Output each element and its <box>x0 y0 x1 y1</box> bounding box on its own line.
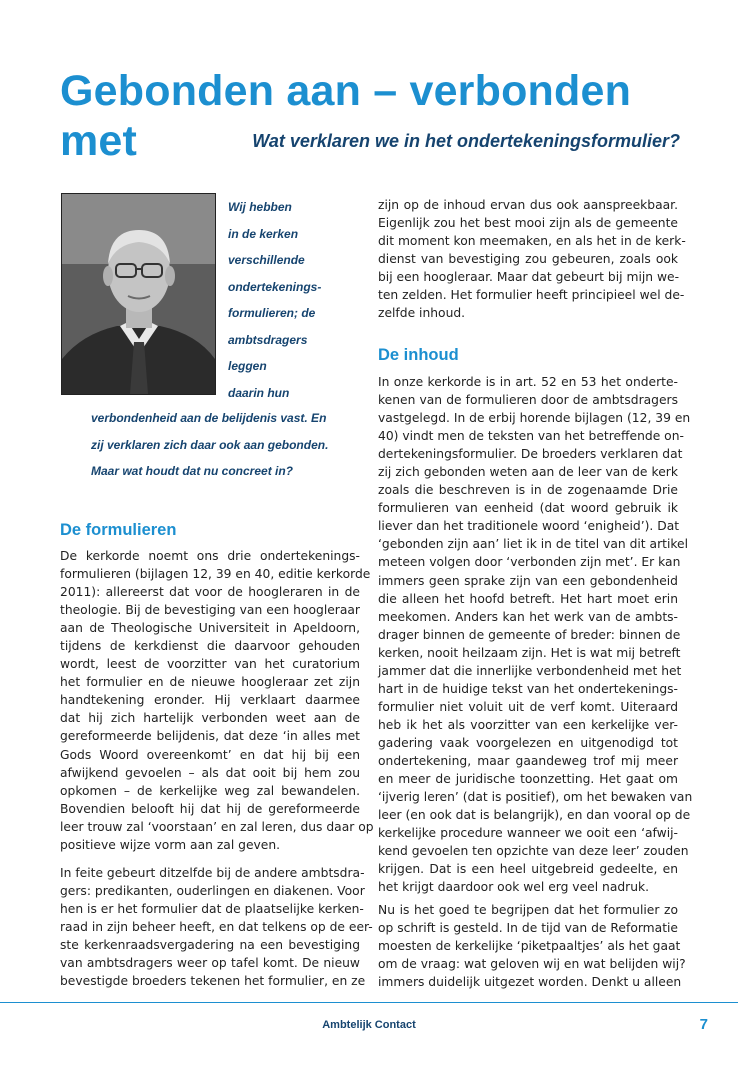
text-line: raad in zijn beheer heeft, en dat telkens op de eer- <box>60 920 373 935</box>
paragraph-formulieren-2 <box>60 864 373 990</box>
paragraph-inhoud-2 <box>378 901 686 991</box>
text-line: zijn op de inhoud ervan dus ook aanspreekbaar. <box>378 198 678 212</box>
footer-divider <box>0 1002 738 1003</box>
intro-line: ambtsdragers <box>228 332 308 347</box>
article-title: Gebonden aan – verbonden met <box>60 67 632 165</box>
text-line: heb ik het als voorzitter van een kerkelijke ver- <box>378 717 678 732</box>
text-line: liever dan het traditionele woord ‘enigheid’). Dat <box>378 519 680 534</box>
intro-line: formulieren; de <box>228 306 316 320</box>
text-line: kerken, nooit heilzaam zijn. Het is wat mij betreft <box>378 645 681 660</box>
text-line: leer trouw zal ‘voorstaan’ en zal leren, dus daar op <box>60 819 374 834</box>
paragraph-continued <box>378 196 686 322</box>
text-line: Gods Woord overeenkomt’ en dat hij bij een <box>60 747 360 762</box>
text-line: formulieren (bijlagen 12, 39 en 40, editie kerkorde <box>60 567 371 582</box>
text-line: bij een hoogleraar. Maar dat gebeurt bij mijn we- <box>378 270 680 285</box>
text-line: jammer dat die innerlijke verbondenheid met het <box>378 663 682 678</box>
text-line: ste kerkenraadsvergadering na een bevestiging <box>60 938 360 953</box>
text-line: dit moment kon meemaken, en als het in de kerk- <box>378 234 686 249</box>
text-line: ‘ijverig leren’ (dat is positief), om het bewaken van <box>378 790 693 805</box>
text-line: die alleen het hoofd betreft. Het hart moet erin <box>378 591 678 606</box>
text-line: dertekeningsformulier. De broeders verklaren dat <box>378 447 683 462</box>
text-line: meekomen. Anders kan het werk van de ambts- <box>378 609 678 624</box>
intro-line: verschillende <box>228 253 305 267</box>
text-line: het krijgt daardoor ook wel erg veel nadruk. <box>378 880 650 895</box>
text-line: gadering vaak voorgelezen en uitgenodigd tot <box>378 735 678 750</box>
text-line: hart in de huidige tekst van het ondertekenings- <box>378 681 678 696</box>
footer-publication: Ambtelijk Contact <box>322 1019 416 1031</box>
text-line: dienst van bevestiging zou gebeuren, zoals ook <box>378 252 678 267</box>
intro-line: in de kerken <box>228 226 299 241</box>
page-number: 7 <box>699 1016 708 1033</box>
text-line: aan de Theologische Universiteit in Apeldoorn, <box>60 621 360 636</box>
text-line: leer (en ook dat is belangrijk), en dan vooral op de <box>378 808 691 823</box>
text-line: immers geen sprake zijn van een gebondenheid <box>378 573 678 588</box>
text-line: Bovendien belooft hij dat hij de gereformeerde <box>60 801 360 816</box>
intro-line: verbondenheid aan de belijdenis vast. En <box>91 411 327 425</box>
text-line: hen is er het formulier dat de plaatselijke kerken- <box>60 902 364 917</box>
text-line: meteen volgen door ‘verbonden zijn met’. Er kan <box>378 555 681 570</box>
text-line: kend gevoelen ten opzichte van deze leer’ zouden <box>378 844 689 859</box>
text-line: ‘gebonden zijn aan’ liet ik in de titel van dit artikel <box>378 537 689 552</box>
intro-line: zij verklaren zich daar ook aan gebonden. <box>91 437 329 452</box>
text-line: wordt, leest de voorzitter van het curatorium <box>60 657 360 672</box>
intro-line: leggen <box>228 359 267 373</box>
intro-wrap-text <box>228 194 348 406</box>
text-line: afwijkend gevoelen – als dat ooit bij hem zou <box>60 765 360 780</box>
text-line: gereformeerde belijdenis, dat deze ‘in alles met <box>60 729 360 744</box>
text-line: ten zelden. Het formulier heeft principieel wel de- <box>378 288 685 303</box>
section-heading-inhoud: De inhoud <box>378 346 459 364</box>
text-line: drager binnen de gemeente of breder: binnen de <box>378 627 681 642</box>
text-line: tijdens de kerkdienst die daarvoor gehouden <box>60 639 360 654</box>
text-line: Eigenlijk zou het best mooi zijn als de gemeente <box>378 216 678 231</box>
text-line: vastgelegd. In de erbij horende bijlagen (12, 39 en <box>378 411 691 426</box>
section-heading-formulieren: De formulieren <box>60 521 177 539</box>
text-line: op schrift is gesteld. In de tijd van de Reformatie <box>378 921 678 936</box>
article-subtitle: Wat verklaren we in het ondertekeningsformulier? <box>252 131 680 151</box>
text-line: en meer de juridische toonzetting. Het gaat om <box>378 772 678 787</box>
text-line: zelfde inhoud. <box>378 306 466 321</box>
paragraph-inhoud-1 <box>378 373 693 896</box>
text-line: kenen van de formulieren door de ambtsdragers <box>378 393 678 408</box>
paragraph-formulieren-1 <box>60 547 374 854</box>
text-line: formulieren van eenheid (dat woord gebruik ik <box>378 501 678 516</box>
text-line: krijgen. Dat is een heel uitgebreid gedeelte, en <box>378 862 678 877</box>
text-line: moesten de kerkelijke ‘piketpaaltjes’ als het gaat <box>378 939 681 954</box>
text-line: In onze kerkorde is in art. 52 en 53 het onderte- <box>378 375 678 389</box>
text-line: het formulier en de nieuwe hoogleraar zet zijn <box>60 675 360 690</box>
text-line: formulier niet voluit uit de verf komt. Uiteraard <box>378 699 678 714</box>
intro-text-continued <box>91 405 351 485</box>
text-line: De kerkorde noemt ons drie ondertekenings- <box>60 549 360 563</box>
intro-line: daarin hun <box>228 385 290 400</box>
text-line: kerkelijke procedure wanneer we ooit een ‘afwij- <box>378 826 678 841</box>
portrait-illustration <box>62 194 215 394</box>
text-line: om de vraag: wat geloven wij en wat belijden wij? <box>378 957 686 972</box>
text-line: 40) vindt men de teksten van het betreffende on- <box>378 429 684 444</box>
author-photo <box>61 193 216 395</box>
text-line: 2011): allereerst dat voor de hoogleraren in de <box>60 585 360 600</box>
text-line: Nu is het goed te begrijpen dat het formulier zo <box>378 903 678 917</box>
text-line: handtekening eronder. Hij verklaart daarmee <box>60 693 360 708</box>
text-line: gers: predikanten, ouderlingen en diakenen. Voor <box>60 884 365 899</box>
text-line: ondertekening, maar gaandeweg trof mij meer <box>378 753 678 768</box>
intro-line: Maar wat houdt dat nu concreet in? <box>91 464 294 478</box>
text-line: zij zich gebonden weten aan de leer van de kerk <box>378 465 678 480</box>
text-line: bevestigde broeders tekenen het formulier, en ze <box>60 974 366 989</box>
intro-line: Wij hebben <box>228 200 292 214</box>
intro-line: ondertekenings- <box>228 279 322 294</box>
text-line: In feite gebeurt ditzelfde bij de andere ambtsdra- <box>60 866 365 880</box>
text-line: immers duidelijk uitgezet worden. Denkt u alleen <box>378 975 682 990</box>
text-line: opkomen – de kerkelijke weg zal bewandelen. <box>60 783 360 798</box>
text-line: dat hij zich hartelijk verbonden weet aan de <box>60 711 360 726</box>
text-line: positieve wijze vorm aan zal geven. <box>60 837 281 852</box>
text-line: van ambtsdragers weer op tafel komt. De nieuw <box>60 956 360 971</box>
text-line: theologie. Bij de bevestiging van een hoogleraar <box>60 603 360 618</box>
text-line: zoals die beschreven is in de zogenaamde Drie <box>378 483 678 498</box>
